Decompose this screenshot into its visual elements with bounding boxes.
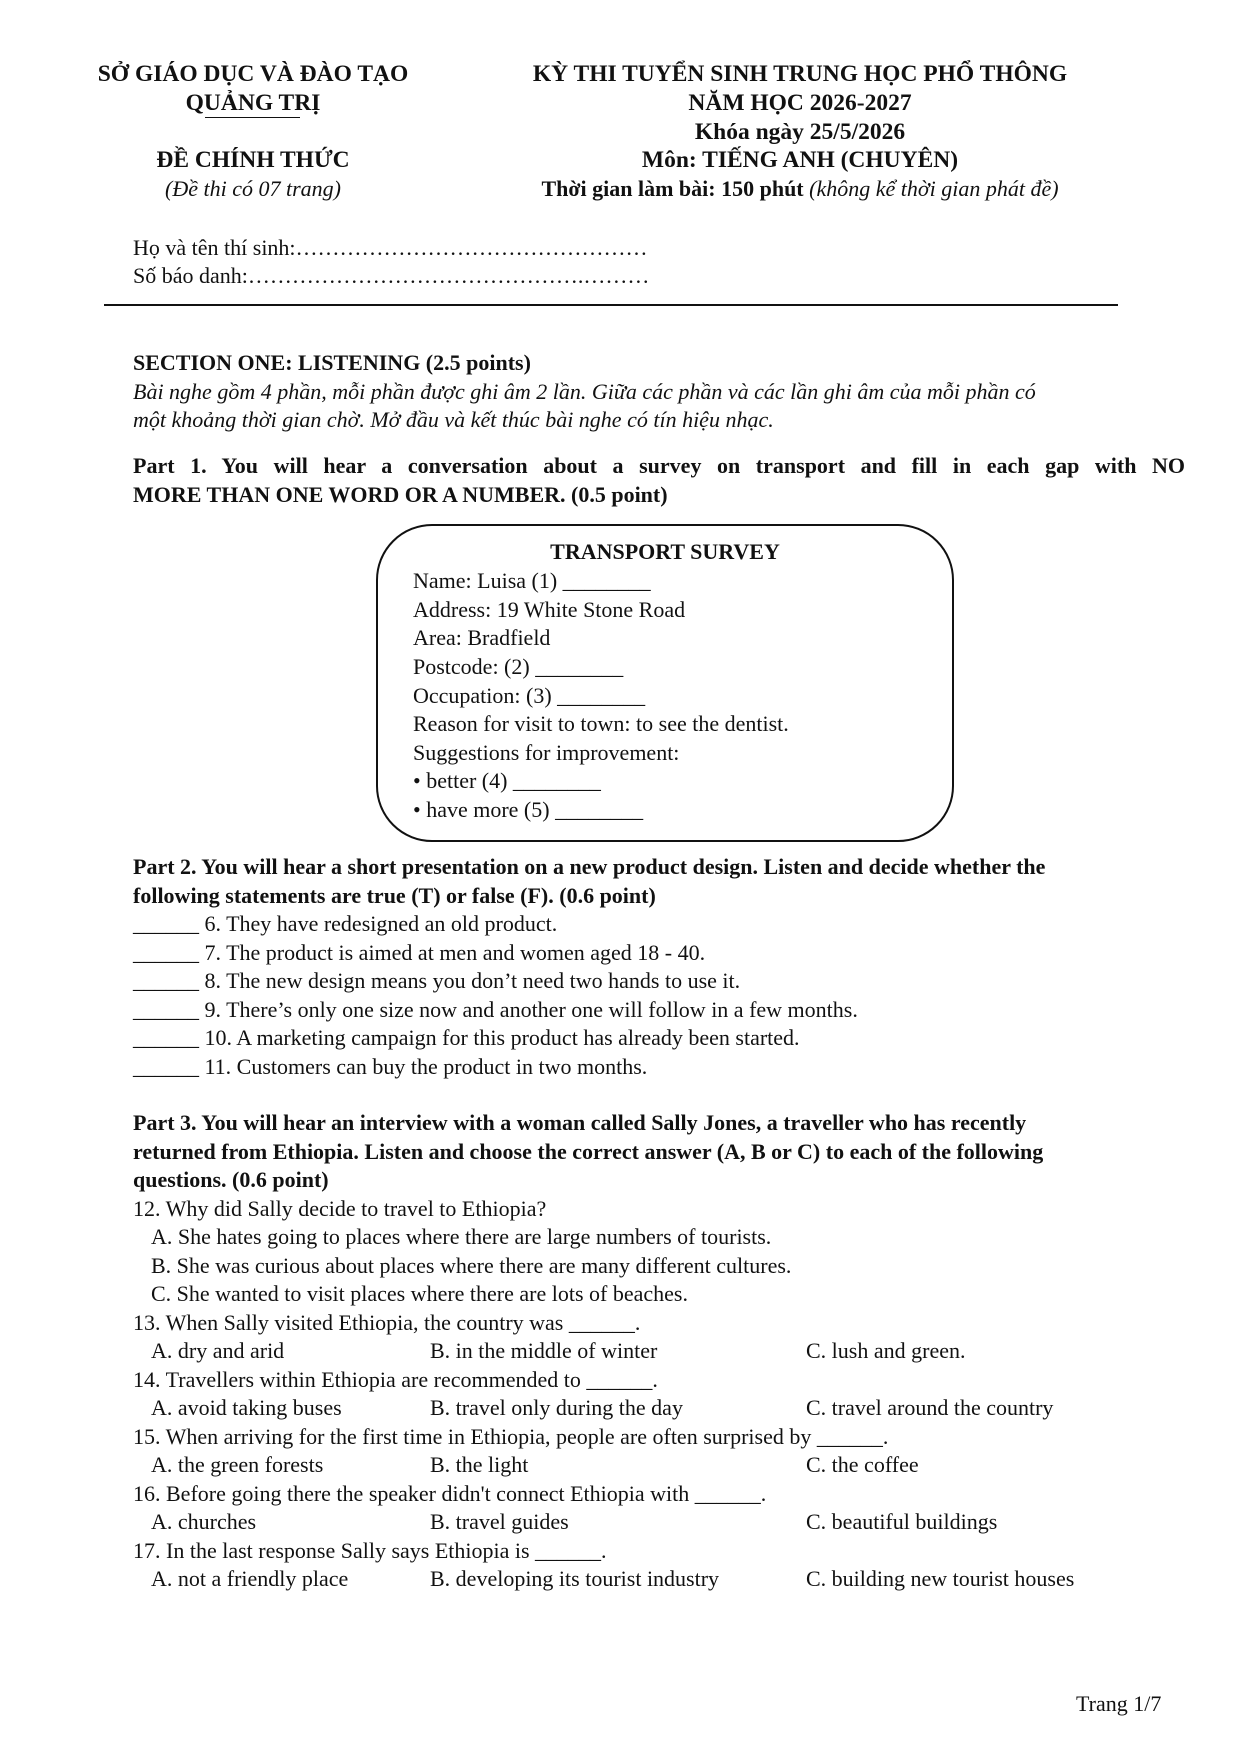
exam-title: KỲ THI TUYỂN SINH TRUNG HỌC PHỔ THÔNG bbox=[532, 61, 1068, 87]
survey-line: Area: Bradfield bbox=[413, 625, 551, 650]
part3-instruction-1: Part 3. You will hear an interview with a woman called Sally Jones, a traveller who has recently bbox=[133, 1110, 1027, 1135]
question-13-option-c: C. lush and green. bbox=[806, 1338, 966, 1363]
survey-line: Occupation: (3) ________ bbox=[413, 683, 646, 708]
question-13-stem: 13. When Sally visited Ethiopia, the country was ______. bbox=[133, 1310, 641, 1335]
question-14-option-b: B. travel only during the day bbox=[430, 1395, 683, 1420]
tf-statement: ______ 8. The new design means you don’t need two hands to use it. bbox=[133, 968, 741, 993]
school-year: NĂM HỌC 2026-2027 bbox=[688, 90, 912, 116]
question-12-option-a: A. She hates going to places where there are large numbers of tourists. bbox=[151, 1224, 772, 1249]
header-left-underline bbox=[205, 117, 300, 118]
survey-line: • have more (5) ________ bbox=[413, 797, 644, 822]
question-15-option-b: B. the light bbox=[430, 1452, 529, 1477]
part1-instruction-1: Part 1. You will hear a conversation about a survey on transport and fill in each gap with NO bbox=[133, 453, 1185, 478]
section-intro-2: một khoảng thời gian chờ. Mở đầu và kết thúc bài nghe có tín hiệu nhạc. bbox=[133, 407, 774, 432]
header-divider bbox=[104, 304, 1118, 306]
question-15-stem: 15. When arriving for the first time in Ethiopia, people are often surprised by ______. bbox=[133, 1424, 889, 1449]
question-12-stem: 12. Why did Sally decide to travel to Ethiopia? bbox=[133, 1196, 547, 1221]
tf-statement: ______ 6. They have redesigned an old product. bbox=[133, 911, 558, 936]
tf-statement: ______ 10. A marketing campaign for this product has already been started. bbox=[133, 1025, 800, 1050]
question-17-option-c: C. building new tourist houses bbox=[806, 1566, 1075, 1591]
question-13-option-b: B. in the middle of winter bbox=[430, 1338, 658, 1363]
question-15-option-a: A. the green forests bbox=[151, 1452, 324, 1477]
question-12-option-c: C. She wanted to visit places where there are lots of beaches. bbox=[151, 1281, 688, 1306]
question-16-option-b: B. travel guides bbox=[430, 1509, 569, 1534]
section-intro-1: Bài nghe gồm 4 phần, mỗi phần được ghi âm 2 lần. Giữa các phần và các lần ghi âm của mỗi phần có bbox=[133, 379, 1036, 404]
survey-line: Address: 19 White Stone Road bbox=[413, 597, 686, 622]
official-label: ĐỀ CHÍNH THỨC bbox=[156, 147, 350, 173]
question-16-option-c: C. beautiful buildings bbox=[806, 1509, 998, 1534]
exam-date: Khóa ngày 25/5/2026 bbox=[694, 119, 906, 145]
page-number: Trang 1/7 bbox=[1076, 1691, 1162, 1716]
survey-line: Name: Luisa (1) ________ bbox=[413, 568, 651, 593]
candidate-name-field: Họ và tên thí sinh:………………………………………… bbox=[133, 235, 648, 260]
tf-statement: ______ 7. The product is aimed at men and women aged 18 - 40. bbox=[133, 940, 706, 965]
part2-instruction-1: Part 2. You will hear a short presentation on a new product design. Listen and decide whether the bbox=[133, 854, 1046, 879]
question-12-option-b: B. She was curious about places where there are many different cultures. bbox=[151, 1253, 792, 1278]
question-17-stem: 17. In the last response Sally says Ethiopia is ______. bbox=[133, 1538, 607, 1563]
question-16-option-a: A. churches bbox=[151, 1509, 257, 1534]
part2-instruction-2: following statements are true (T) or false (F). (0.6 point) bbox=[133, 883, 656, 908]
pages-note: (Đề thi có 07 trang) bbox=[165, 176, 341, 201]
survey-line: Reason for visit to town: to see the dentist. bbox=[413, 711, 789, 736]
question-14-option-c: C. travel around the country bbox=[806, 1395, 1054, 1420]
subject: Môn: TIẾNG ANH (CHUYÊN) bbox=[641, 147, 959, 173]
candidate-id-field: Số báo danh:……………………………………….……… bbox=[133, 263, 650, 288]
question-14-option-a: A. avoid taking buses bbox=[151, 1395, 342, 1420]
province-name: QUẢNG TRỊ bbox=[185, 90, 321, 116]
question-15-option-c: C. the coffee bbox=[806, 1452, 919, 1477]
survey-title: TRANSPORT SURVEY bbox=[550, 539, 780, 564]
section-title: SECTION ONE: LISTENING (2.5 points) bbox=[133, 350, 531, 375]
survey-line: • better (4) ________ bbox=[413, 768, 601, 793]
question-17-option-b: B. developing its tourist industry bbox=[430, 1566, 720, 1591]
question-16-stem: 16. Before going there the speaker didn't connect Ethiopia with ______. bbox=[133, 1481, 767, 1506]
part3-instruction-3: questions. (0.6 point) bbox=[133, 1167, 329, 1192]
tf-statement: ______ 9. There’s only one size now and another one will follow in a few months. bbox=[133, 997, 858, 1022]
time-allowed: Thời gian làm bài: 150 phút (không kể thời gian phát đề) bbox=[541, 176, 1059, 201]
department-name: SỞ GIÁO DỤC VÀ ĐÀO TẠO bbox=[97, 61, 409, 87]
question-17-option-a: A. not a friendly place bbox=[151, 1566, 349, 1591]
part3-instruction-2: returned from Ethiopia. Listen and choose the correct answer (A, B or C) to each of the following bbox=[133, 1139, 1044, 1164]
question-13-option-a: A. dry and arid bbox=[151, 1338, 285, 1363]
part1-instruction-2: MORE THAN ONE WORD OR A NUMBER. (0.5 point) bbox=[133, 482, 668, 507]
survey-line: Suggestions for improvement: bbox=[413, 740, 680, 765]
tf-statement: ______ 11. Customers can buy the product in two months. bbox=[133, 1054, 648, 1079]
survey-line: Postcode: (2) ________ bbox=[413, 654, 624, 679]
question-14-stem: 14. Travellers within Ethiopia are recommended to ______. bbox=[133, 1367, 658, 1392]
